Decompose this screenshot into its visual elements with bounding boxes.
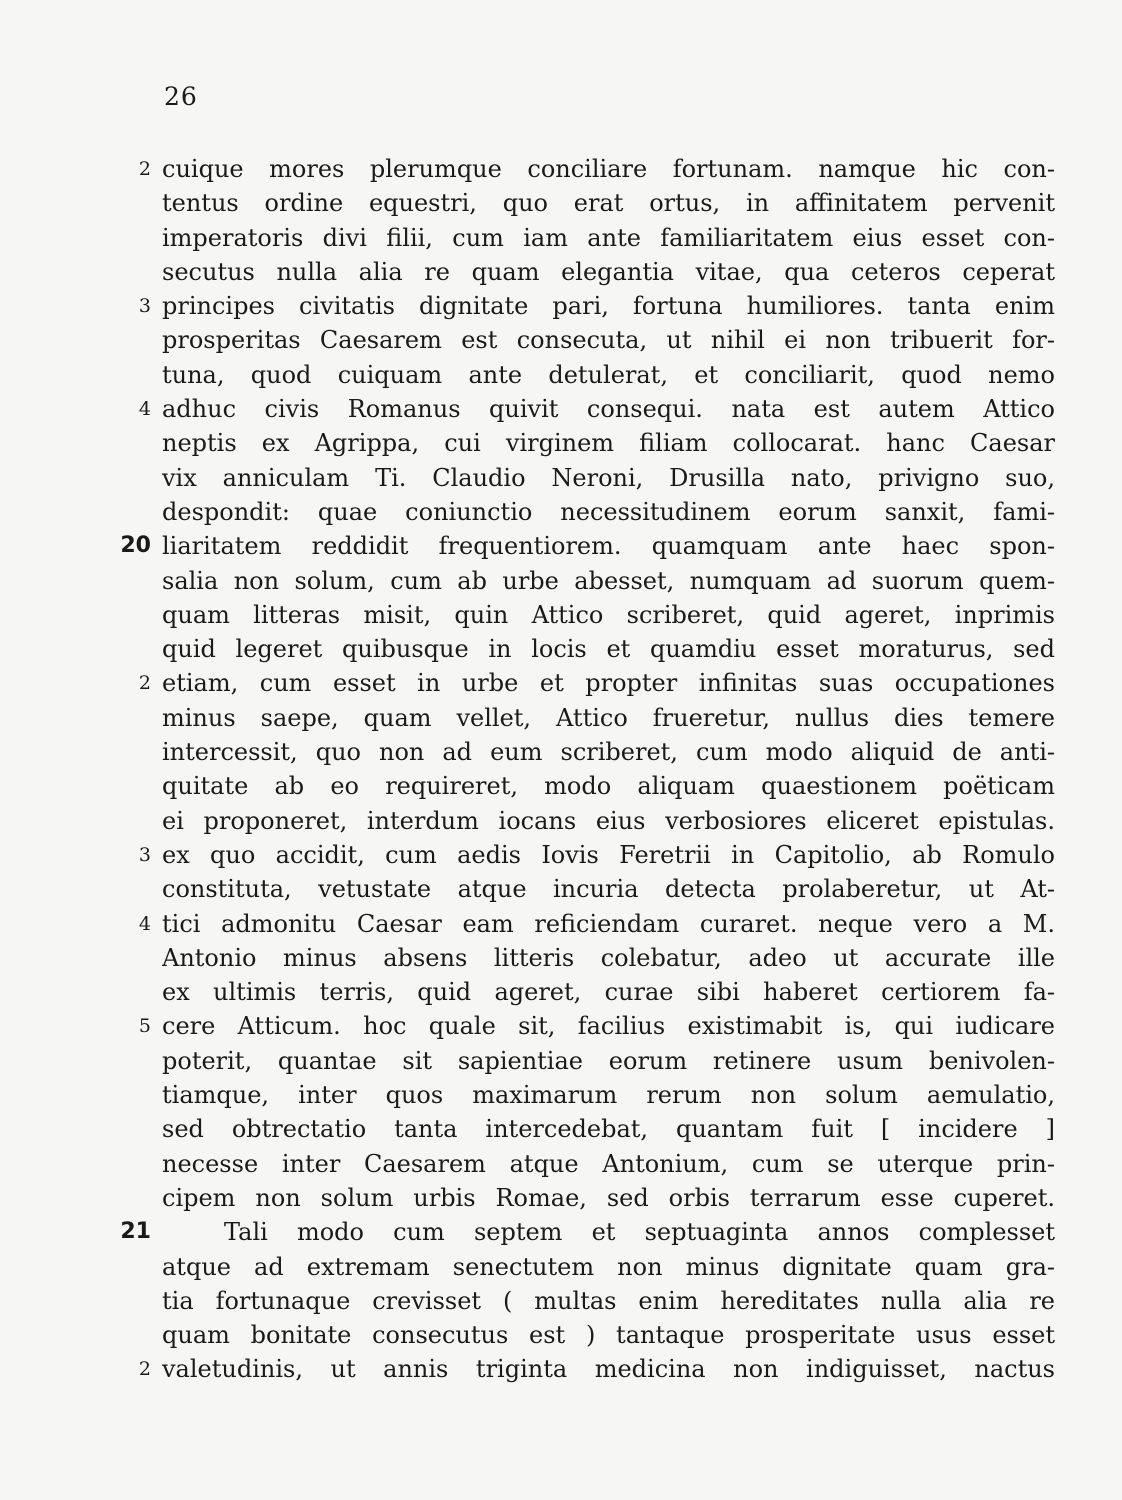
text-body — [0, 152, 1122, 1387]
text-line — [0, 529, 1122, 563]
chapter-number: 21 — [120, 1219, 151, 1245]
line-text: constituta, vetustate atque incuria detecta prolaberetur, ut At- — [162, 875, 1055, 904]
line-text: Tali modo cum septem et septuaginta annos complesset — [224, 1218, 1055, 1247]
line-text: intercessit, quo non ad eum scriberet, cum modo aliquid de anti- — [162, 738, 1055, 767]
section-number: 4 — [138, 398, 151, 421]
text-line — [0, 426, 1122, 460]
text-line — [0, 632, 1122, 666]
text-line — [0, 941, 1122, 975]
line-text: tentus ordine equestri, quo erat ortus, in affinitatem pervenit — [162, 189, 1055, 218]
text-line — [0, 1318, 1122, 1352]
line-text: ei proponeret, interdum iocans eius verbosiores eliceret epistulas. — [162, 806, 1055, 835]
line-text: tia fortunaque crevisset ( multas enim hereditates nulla alia re — [162, 1286, 1055, 1315]
text-line — [0, 323, 1122, 357]
text-line — [0, 1181, 1122, 1215]
line-text: etiam, cum esset in urbe et propter infinitas suas occupationes — [162, 669, 1055, 698]
text-line — [0, 1352, 1122, 1386]
line-text: tici admonitu Caesar eam reficiendam curaret. neque vero a M. — [162, 909, 1055, 938]
line-text: Antonio minus absens litteris colebatur, adeo ut accurate ille — [162, 943, 1055, 972]
text-line — [0, 1009, 1122, 1043]
line-text: imperatoris divi filii, cum iam ante familiaritatem eius esset con- — [162, 223, 1055, 252]
line-text: sed obtrectatio tanta intercedebat, quantam fuit [ incidere ] — [162, 1115, 1055, 1144]
text-line — [0, 1215, 1122, 1249]
text-line — [0, 701, 1122, 735]
line-text: secutus nulla alia re quam elegantia vitae, qua ceteros ceperat — [162, 257, 1055, 286]
line-text: ex ultimis terris, quid ageret, curae sibi haberet certiorem fa- — [162, 978, 1055, 1007]
text-line — [0, 358, 1122, 392]
line-text: despondit: quae coniunctio necessitudinem eorum sanxit, fami- — [162, 497, 1055, 526]
section-number: 2 — [138, 672, 151, 695]
line-text: salia non solum, cum ab urbe abesset, numquam ad suorum quem- — [162, 566, 1055, 595]
text-line — [0, 907, 1122, 941]
text-line — [0, 186, 1122, 220]
line-text: quam litteras misit, quin Attico scriberet, quid ageret, inprimis — [162, 600, 1055, 629]
section-number: 3 — [138, 843, 151, 866]
text-line — [0, 769, 1122, 803]
line-text: cipem non solum urbis Romae, sed orbis terrarum esse cuperet. — [162, 1183, 1055, 1212]
line-text: principes civitatis dignitate pari, fortuna humiliores. tanta enim — [162, 292, 1055, 321]
text-line — [0, 152, 1122, 186]
line-text: atque ad extremam senectutem non minus dignitate quam gra- — [162, 1252, 1055, 1281]
text-line — [0, 975, 1122, 1009]
line-text: cuique mores plerumque conciliare fortunam. namque hic con- — [162, 155, 1055, 183]
line-text: liaritatem reddidit frequentiorem. quamquam ante haec spon- — [162, 532, 1055, 561]
line-text: adhuc civis Romanus quivit consequi. nata est autem Attico — [162, 395, 1055, 424]
text-line — [0, 564, 1122, 598]
line-text: necesse inter Caesarem atque Antonium, cum se uterque prin- — [162, 1149, 1055, 1178]
section-number: 5 — [138, 1015, 151, 1038]
page-number: 26 — [164, 82, 198, 111]
text-line — [0, 221, 1122, 255]
line-text: vix anniculam Ti. Claudio Neroni, Drusilla nato, privigno suo, — [162, 463, 1055, 492]
line-text: prosperitas Caesarem est consecuta, ut nihil ei non tribuerit for- — [162, 326, 1055, 355]
chapter-number: 20 — [120, 533, 151, 559]
text-line — [0, 872, 1122, 906]
text-line — [0, 735, 1122, 769]
text-line — [0, 289, 1122, 323]
line-text: quam bonitate consecutus est ) tantaque prosperitate usus esset — [162, 1321, 1055, 1350]
line-text: minus saepe, quam vellet, Attico frueretur, nullus dies temere — [162, 703, 1055, 732]
line-text: neptis ex Agrippa, cui virginem filiam collocarat. hanc Caesar — [162, 429, 1055, 458]
text-line — [0, 1078, 1122, 1112]
text-line — [0, 1044, 1122, 1078]
section-number: 2 — [138, 158, 151, 180]
section-number: 4 — [138, 912, 151, 935]
text-line — [0, 1112, 1122, 1146]
line-text: ex quo accidit, cum aedis Iovis Feretrii in Capitolio, ab Romulo — [162, 840, 1055, 869]
text-line — [0, 804, 1122, 838]
line-text: poterit, quantae sit sapientiae eorum retinere usum benivolen- — [162, 1046, 1055, 1075]
line-text: quid legeret quibusque in locis et quamdiu esset moraturus, sed — [162, 635, 1055, 664]
line-text: valetudinis, ut annis triginta medicina non indiguisset, nactus — [162, 1355, 1055, 1384]
section-number: 2 — [138, 1358, 151, 1381]
text-line — [0, 1147, 1122, 1181]
section-number: 3 — [138, 295, 151, 318]
text-line — [0, 1250, 1122, 1284]
line-text: cere Atticum. hoc quale sit, facilius existimabit is, qui iudicare — [162, 1012, 1055, 1041]
text-line — [0, 495, 1122, 529]
text-line — [0, 598, 1122, 632]
text-line — [0, 838, 1122, 872]
text-line — [0, 392, 1122, 426]
text-line — [0, 461, 1122, 495]
line-text: tuna, quod cuiquam ante detulerat, et conciliarit, quod nemo — [162, 360, 1055, 389]
text-line — [0, 255, 1122, 289]
text-line — [0, 1284, 1122, 1318]
line-text: tiamque, inter quos maximarum rerum non solum aemulatio, — [162, 1081, 1055, 1110]
line-text: quitate ab eo requireret, modo aliquam quaestionem poëticam — [162, 772, 1055, 801]
text-line — [0, 666, 1122, 700]
